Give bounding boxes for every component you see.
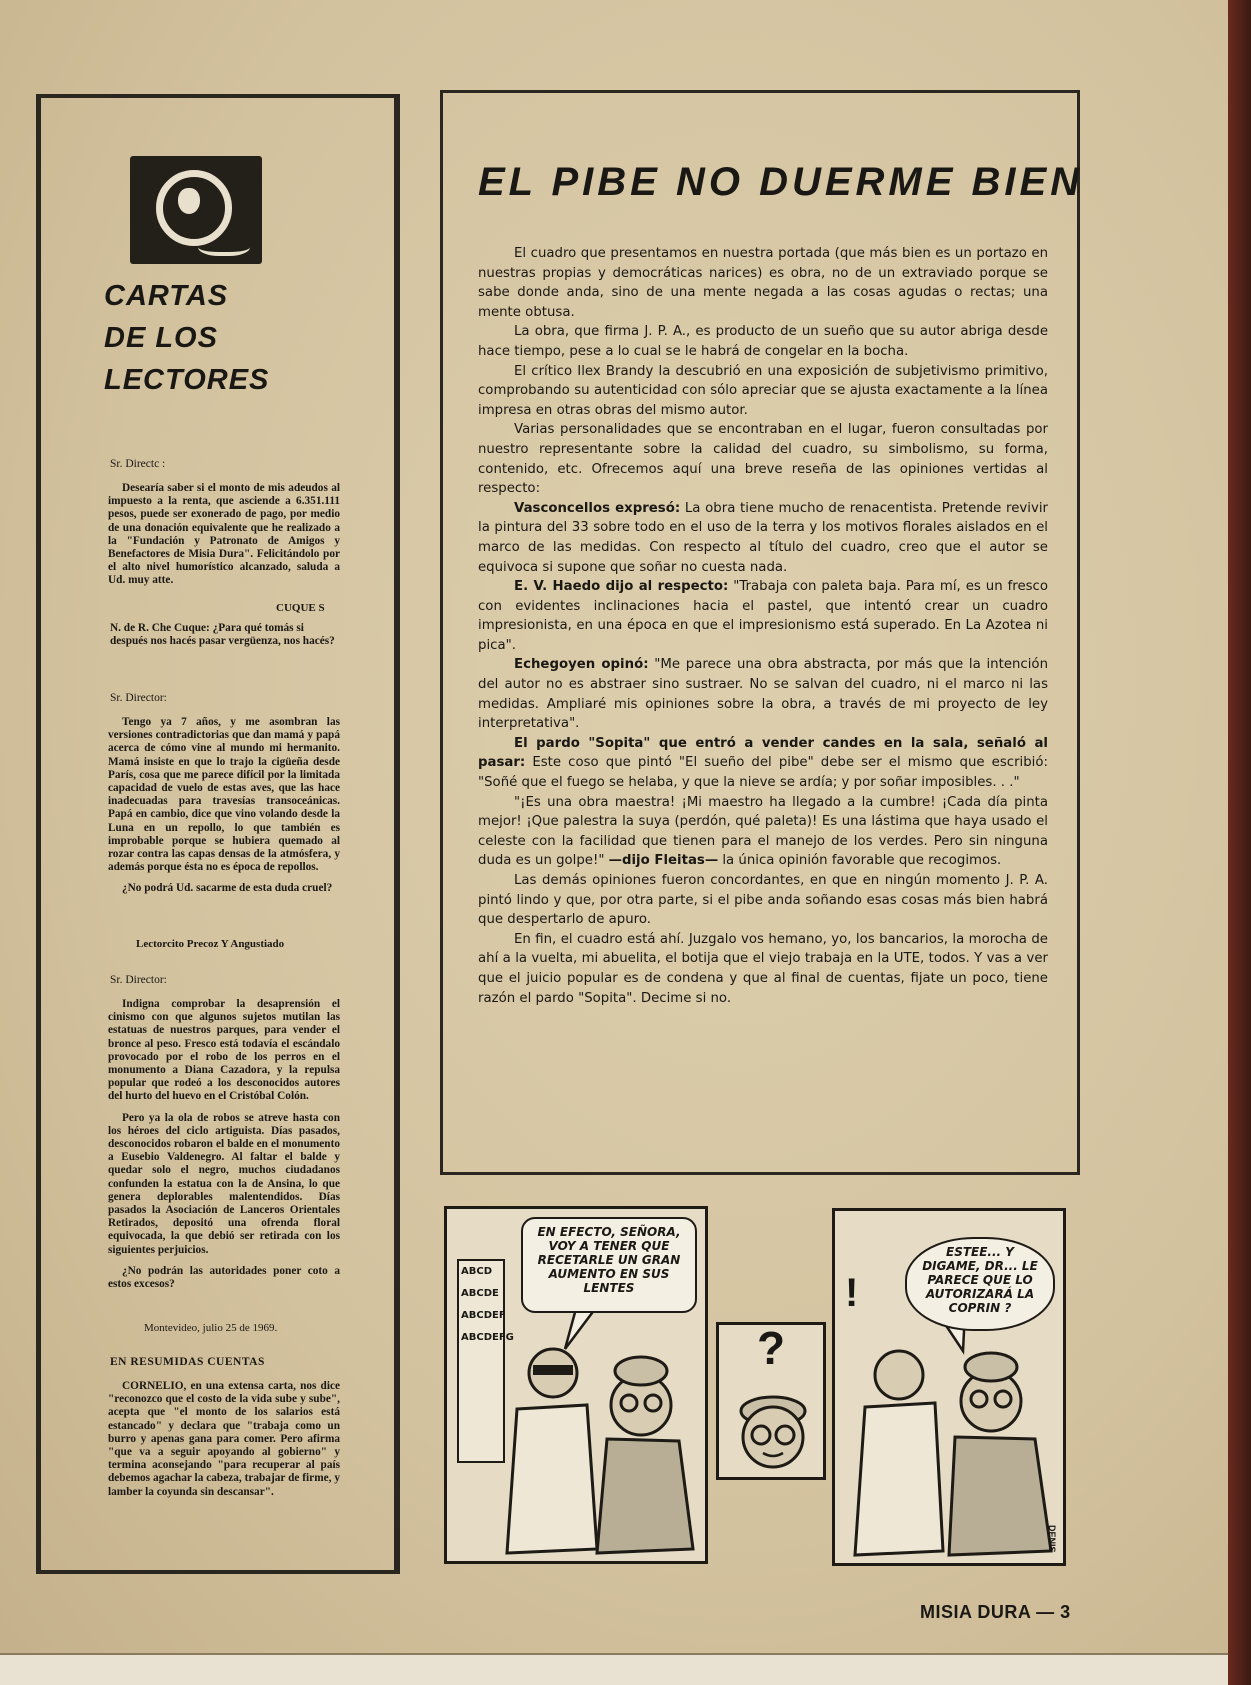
- page-footer: MISIA DURA — 3: [920, 1602, 1071, 1622]
- page-bottom-edge: [0, 1653, 1228, 1685]
- letter1-editor-note: N. de R. Che Cuque: ¿Para qué tomás si después nos hacés pasar vergüenza, nos hacés?: [110, 622, 335, 647]
- cartoon-panel-2: [716, 1322, 826, 1480]
- article-headline: EL PIBE NO DUERME BIEN: [478, 160, 1084, 204]
- letter2-body: Tengo ya 7 años, y me asombran las versiones contradictorias que dan mamá y papá acerca de cómo vine al mundo mi hermanito. Mamá insiste en que lo trajo la cigüeña desde París, cosa que me parece difícil por la limitada capacidad de vuelo de estas aves, que las hace inadecuadas para travesías transoceánicas. Papá en cambio, dice que vino volando desde la Luna en un repollo, lo que también es improbable porque se hubiera quemado al rozar contra las capas densas de la atmósfera, y además porque ésta no es época de repollos. ¿No podrá Ud. sacarme de esta duda cruel?: [108, 716, 340, 895]
- letter1-salutation: Sr. Directc :: [110, 458, 166, 470]
- exclamation-mark: !: [845, 1271, 859, 1315]
- letter3-salutation: Sr. Director:: [110, 974, 167, 986]
- letter3-closing: ¿No podrán las autoridades poner coto a estos excesos?: [108, 1264, 340, 1291]
- cartoon-panel-3: [832, 1208, 1066, 1566]
- letter3-place-date: Montevideo, julio 25 de 1969.: [144, 1322, 278, 1334]
- column-title-line3: LECTORES: [104, 364, 270, 396]
- column-title-line1: CARTAS: [104, 280, 229, 312]
- cartas-logo-icon: [130, 156, 262, 264]
- letter2-salutation: Sr. Director:: [110, 692, 167, 704]
- lady-closeup-drawing: [719, 1325, 826, 1480]
- letter2-closing: ¿No podrá Ud. sacarme de esta duda cruel?: [122, 882, 333, 895]
- speech-bubble-doctor: EN EFECTO, SEÑORA, VOY A TENER QUE RECETARLE UN GRAN AUMENTO EN SUS LENTES: [521, 1217, 697, 1313]
- letter3-body: Indigna comprobar la desaprensión el cinismo con que algunos sujetos mutilan las estatuas de nuestros parques, para vender el bronce al peso. Fresco está todavía el escándalo provocado por el robo de los perros en el monumento a Diana Cazadora, y la repulsa popular que rodeó a los desconocidos autores del hurto del huevo en el Cristóbal Colón. Pero ya la ola de robos se atreve hasta con los héroes del ciclo artiguista. Días pasados, desconocidos robaron el balde en el monumento a Eusebio Valdenegro. Al faltar el balde y quedar solo el negro, muchos ciudadanos confunden la estatua con la de Ansina, lo que genera deplorables malentendidos. Días pasados la Asociación de Lanceros Orientales Retirados, depositó una ofrenda floral equivocada, la que debió ser retirada con los siguientes perjuicios. ¿No podrán las autoridades poner coto a estos excesos?: [108, 998, 340, 1291]
- speech-bubble-lady: ESTEE... Y DIGAME, DR... LE PARECE QUE LO AUTORIZARÁ LA COPRIN ?: [905, 1237, 1055, 1331]
- cartoonist-signature: DENIS: [1047, 1525, 1057, 1553]
- summary-body: CORNELIO, en una extensa carta, nos dice "reconozco que el costo de la vida sube y sube", acepta que "el monto de los salarios está estancado" y declara que "trabaja como un burro y apenas gana para comer. Pero afirma "que va a seguir apoyando al gobierno" y termina aconsejando "para recuperar al país debemos agachar la cabeza, trabajar de firme, y lamber la coyunda sin descansar".: [108, 1380, 340, 1498]
- letter1-signature: CUQUE S: [276, 602, 325, 614]
- binding-spine: [1228, 0, 1251, 1685]
- question-mark: ?: [756, 1322, 786, 1374]
- column-title-line2: DE LOS: [104, 322, 218, 354]
- summary-heading: EN RESUMIDAS CUENTAS: [110, 1356, 265, 1368]
- letter2-signature: Lectorcito Precoz Y Angustiado: [136, 938, 285, 950]
- cartoon-panel-1: [444, 1206, 708, 1564]
- article-body: El cuadro que presentamos en nuestra portada (que más bien es un portazo en nuestras propias y democráticas narices) es obra, no de un extraviado porque se sabe donde anda, sino de una mente negada a las cosas agudas o rectas; una mente obtusa. La obra, que firma J. P. A., es producto de un sueño que su autor abriga desde hace tiempo, pese a lo cual se le habrá de congelar en la bocha. El crítico Ilex Brandy la descubrió en una exposición de subjetivismo primitivo, comprobando su autenticidad con sólo apreciar que se ajusta exactamente a la línea impresa en otras obras del mismo autor. Varias personalidades que se encontraban en el lugar, fueron consultadas por nuestro representante sobre la calidad del cuadro, su simbolismo, su forma, contenido, etc. Ofrecemos aquí una breve reseña de las opiniones vertidas al respecto: Vasconcellos expresó: La obra tiene mucho de renacentista. Pretende revivir la pintura del 33 sobre todo en el uso de la terra y los motivos florales aislados en el marco de las medidas. Con respecto al título del cuadro, creo que el autor se equivoca si supone que soñar no cuesta nada. E. V. Haedo dijo al respecto: "Trabaja con paleta baja. Para mí, es un fresco con evidentes inclinaciones hacia el pastel, que intentó crear un cuadro impresionista, en una época en que el impresionismo está superado. En La Azotea ni pica". Echegoyen opinó: "Me parece una obra abstracta, por más que la intención del autor no es abstraer sino sustraer. No se salvan del cuadro, ni el marco ni las medidas. Ampliaré mis opiniones sobre la obra, a través de mi proyecto de ley interpretativa". El pardo "Sopita" que entró a vender candes en la sala, señaló al pasar: Este coso que pintó "El sueño del pibe" debe ser el mismo que escribió: "Soñé que el fuego se helaba, y que la nieve se ardía; y por soñar imposibles. . ." "¡Es una obra maestra! ¡Mi maestro ha llegado a la cumbre! ¡Cada día pinta mejor! ¡Que palestra la suya (perdón, qué paleta)! Es una lástima que haya usado el celeste con la facilidad que tienen para el manejo de los verdes. Pero sin ninguna duda es un golpe!" —dijo Fleitas— la única opinión favorable que recogimos. Las demás opiniones fueron concordantes, en que en ningún momento J. P. A. pintó lindo y que, por otra parte, si el pibe anda soñando esas cosas más bien habrá que despertarlo de apuro. En fin, el cuadro está ahí. Juzgalo vos hemano, yo, los bancarios, la morocha de ahí a la vuelta, mi abuelita, el botija que el viejo trabaja en la UTE, todos. Y vas a ver que el juicio popular es de condena y que al final de cuentas, fijate un poco, tiene razón el pardo "Sopita". Decime si no.: [478, 246, 1048, 1006]
- eye-chart: ABCD ABCDE ABCDEF ABCDEFG: [457, 1259, 505, 1463]
- letter1-body: Desearía saber si el monto de mis adeudos al impuesto a la renta, que asciende a 6.351.111 pesos, puede ser exonerado de pago, por medio de una donación equivalente que he realizado a la "Fundación y Patronato de Amigos y Benefactores de Misia Dura". Felicitándolo por el alto nivel humorístico alcanzado, saluda a Ud. muy atte.: [108, 482, 340, 587]
